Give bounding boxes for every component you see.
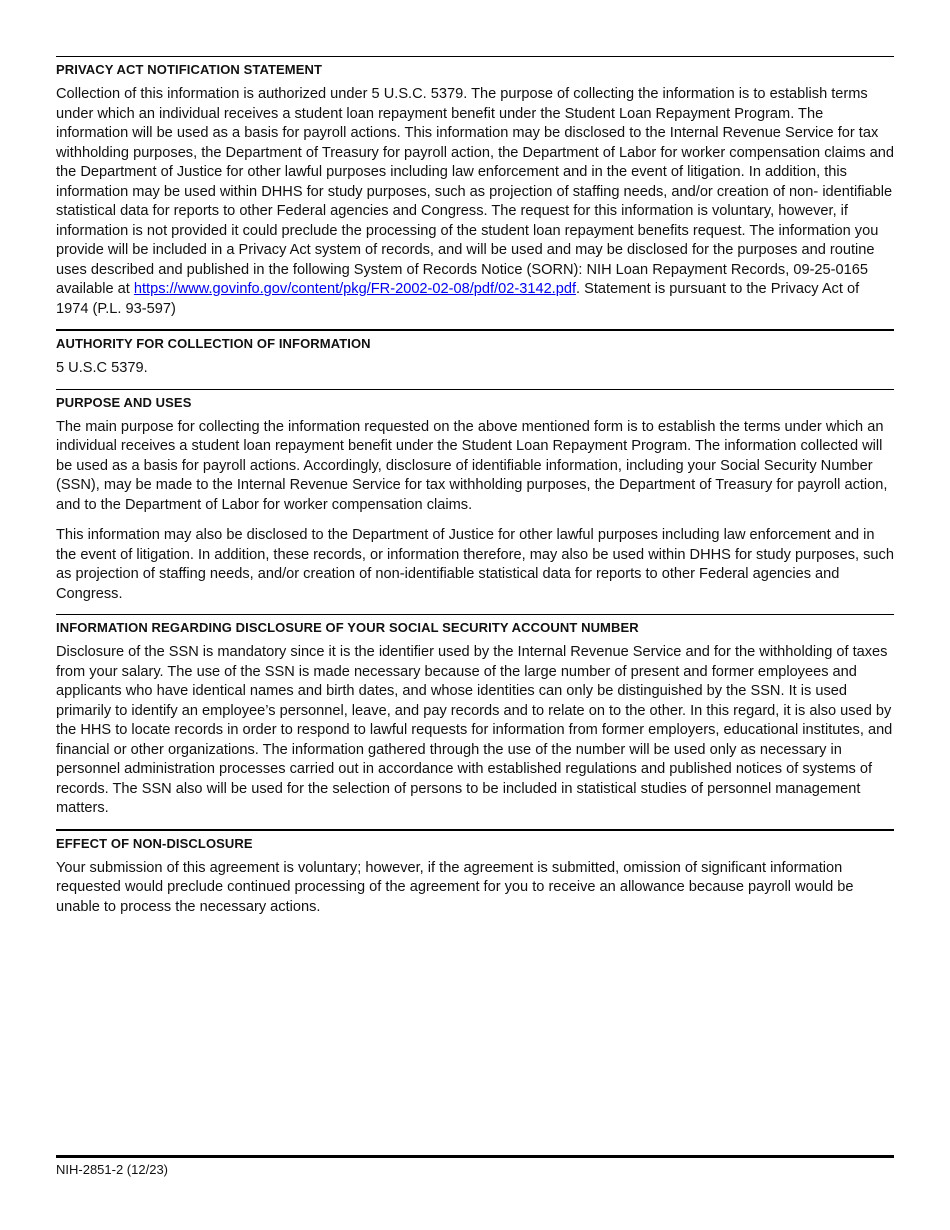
- authority-section: [56, 329, 894, 379]
- sorn-link[interactable]: https://www.govinfo.gov/content/pkg/FR-2002-02-08/pdf/02-3142.pdf: [133, 281, 577, 297]
- privacy-act-section: [56, 56, 894, 319]
- privacy-act-text-start: Collection of this information is authorized under 5 U.S.C. 5379. The purpose of collecting the information is to establish terms under which an individual receives a student loan repayment benefit under the Student Loan Repayment Program. The information will be used as a basis for payroll actions. This information may be disclosed to the Internal Revenue Service for tax withholding purposes, the Department of Treasury for payroll action, the Department of Labor for worker compensation claims and the Department of Justice for other lawful purposes including law enforcement and in the event of litigation. In addition, this information may be used within DHHS for study purposes, such as projection of staffing needs, and/or creation of non- identifiable statistical data for reports to other Federal agencies and Congress. The request for this information is voluntary, however, if information is not provided it could preclude the processing of the student loan repayment benefits request. The information you provide will be included in a Privacy Act system of records, and will be used and may be disclosed for the purposes and routine uses described and published in the following System of Records Notice (SORN): NIH Loan Repayment Records, 09-25-0165 available at: [56, 86, 894, 297]
- page-footer: [56, 1155, 894, 1177]
- purpose-text-1: The main purpose for collecting the information requested on the above mentioned form is to establish the terms under which an individual receives a student loan repayment benefit under the Student Loan Repayment Program. The information collected will be used as a basis for payroll actions. Accordingly, disclosure of identifiable information, including your Social Security Number (SSN), may be made to the Internal Revenue Service for tax withholding purposes, the Department of Treasury for payroll action, and to the Department of Labor for worker compensation claims.: [56, 418, 888, 513]
- form-number: NIH-2851-2 (12/23): [56, 1162, 168, 1177]
- purpose-text-2: This information may also be disclosed to the Department of Justice for other lawful purposes including law enforcement and in the event of litigation. In addition, these records, or information therefore, may also be used within DHHS for study purposes, such as projection of staffing needs, and/or creation of non-identifiable statistical data for reports to other Federal agencies and Congress.: [56, 527, 894, 602]
- nondisclosure-section: [56, 829, 894, 918]
- privacy-act-heading: PRIVACY ACT NOTIFICATION STATEMENT: [56, 62, 323, 77]
- document-body: [56, 56, 894, 917]
- authority-heading: AUTHORITY FOR COLLECTION OF INFORMATION: [56, 336, 371, 351]
- privacy-act-text: [56, 85, 894, 319]
- ssn-heading: INFORMATION REGARDING DISCLOSURE OF YOUR SOCIAL SECURITY ACCOUNT NUMBER: [56, 620, 639, 635]
- ssn-text: Disclosure of the SSN is mandatory since it is the identifier used by the Internal Revenue Service and for the withholding of taxes from your salary. The use of the SSN is made necessary because of the large number of present and former employees and applicants who have identical names and birth dates, and whose identities can only be distinguished by the SSN. It is used primarily to identify an employee’s personnel, leave, and pay records and to relate on to the other. In this regard, it is also used by the HHS to locate records in order to respond to lawful requests for information from former employers, educational institutes, and financial or other organizations. The information gathered through the use of the number will be used only as necessary in personnel administration processes carried out in accordance with established regulations and published notices of systems of records. The SSN also will be used for the selection of persons to be included in statistical studies of personnel management matters.: [56, 644, 893, 816]
- purpose-section: [56, 389, 894, 605]
- nondisclosure-heading: EFFECT OF NON-DISCLOSURE: [56, 835, 253, 851]
- authority-text: 5 U.S.C 5379.: [56, 360, 148, 376]
- privacy-act-text-end: . Statement is pursuant to the Privacy Act of 1974 (P.L. 93-597): [56, 281, 860, 317]
- ssn-section: [56, 614, 894, 819]
- nondisclosure-text: Your submission of this agreement is voluntary; however, if the agreement is submitted, omission of significant information requested would preclude continued processing of the agreement for you to receive an allowance because payroll would be unable to process the necessary actions.: [56, 859, 854, 915]
- purpose-heading: PURPOSE AND USES: [56, 394, 192, 410]
